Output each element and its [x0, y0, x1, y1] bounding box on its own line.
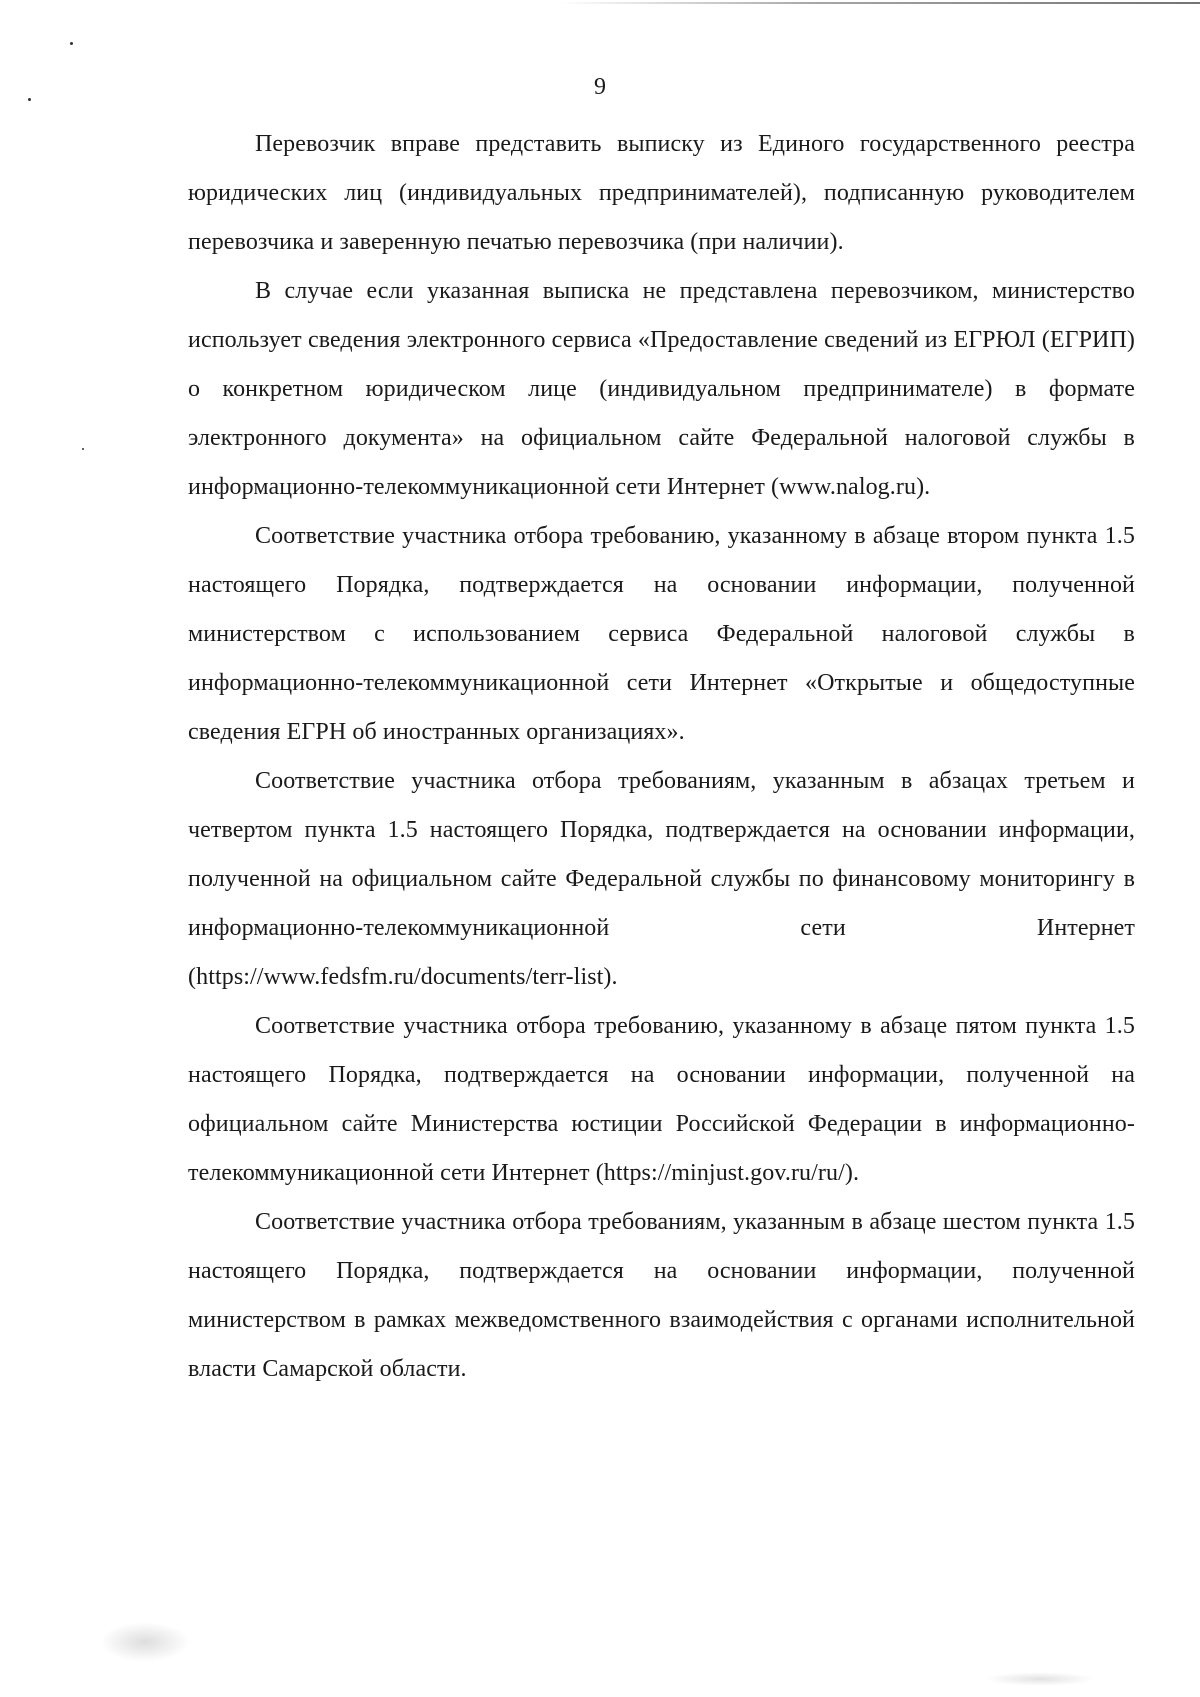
paragraph: Перевозчик вправе представить выписку из Единого государственного реестра юридических лиц (индивидуальных предпринимателей), подписанную руководителем перевозчика и заверенную печатью перевозчика (при наличии).: [188, 131, 1135, 255]
scan-speck: [82, 448, 84, 450]
scan-smudge: [985, 1672, 1095, 1686]
paragraph: В случае если указанная выписка не представлена перевозчиком, министерство использует сведения электронного сервиса «Предоставление сведений из ЕГРЮЛ (ЕГРИП) о конкретном юридическом лице (индивидуальном предпринимателе) в формате электронного документа» на официальном сайте Федеральной налоговой службы в информационно-телекоммуникационной сети Интернет (www.nalog.ru).: [188, 278, 1135, 500]
page-number: 9: [594, 74, 606, 100]
paragraph: Соответствие участника отбора требованиям, указанным в абзаце шестом пункта 1.5 настоящего Порядка, подтверждается на основании информации, полученной министерством в рамках межведомственного взаимодействия с органами исполнительной власти Самарской области.: [188, 1209, 1135, 1382]
scan-speck: [70, 42, 73, 45]
paragraph: Соответствие участника отбора требованиям, указанным в абзацах третьем и четвертом пункта 1.5 настоящего Порядка, подтверждается на основании информации, полученной на официальном сайте Федеральной службы по финансовому мониторингу в информационно-телекоммуникационной сети Интернет (https://www.fedsfm.ru/documents/terr-list).: [188, 768, 1135, 990]
body-text: [188, 120, 1135, 1394]
scan-edge-line: [560, 2, 1200, 4]
scan-smudge: [100, 1622, 190, 1662]
paragraph: Соответствие участника отбора требованию, указанному в абзаце пятом пункта 1.5 настоящего Порядка, подтверждается на основании информации, полученной на официальном сайте Министерства юстиции Российской Федерации в информационно-телекоммуникационной сети Интернет (https://minjust.gov.ru/ru/).: [188, 1013, 1135, 1186]
paragraph: Соответствие участника отбора требованию, указанному в абзаце втором пункта 1.5 настоящего Порядка, подтверждается на основании информации, полученной министерством с использованием сервиса Федеральной налоговой службы в информационно-телекоммуникационной сети Интернет «Открытые и общедоступные сведения ЕГРН об иностранных организациях».: [188, 523, 1135, 745]
